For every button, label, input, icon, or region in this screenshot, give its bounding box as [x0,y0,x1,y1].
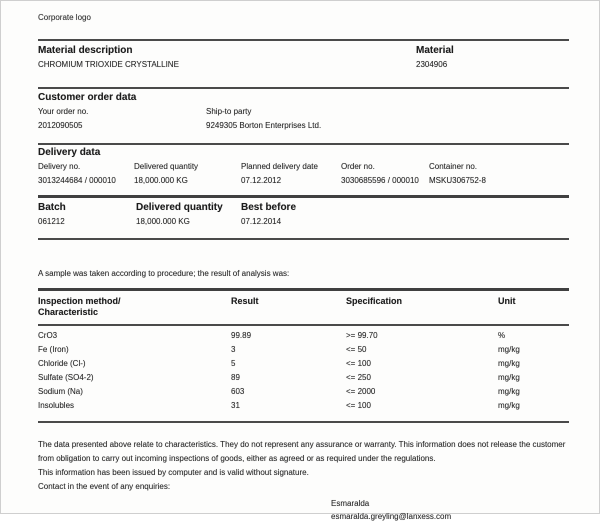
computer-issued-note: This information has been issued by computer and is valid without signature. [38,468,309,477]
divider [38,324,569,326]
specification-cell: <= 100 [346,401,371,410]
unit-cell: % [498,331,506,340]
contact-note: Contact in the event of any enquiries: [38,482,171,491]
unit-header: Unit [498,296,516,306]
best-before-label: Best before [241,202,297,213]
footer-section [38,438,569,523]
divider [38,143,569,145]
planned-delivery-date-value: 07.12.2012 [241,176,282,185]
delivered-quantity-label: Delivered quantity [134,162,199,171]
result-cell: 603 [231,387,245,396]
ship-to-party-label: Ship-to party [206,107,252,116]
batch-value: 061212 [38,217,65,226]
table-row [38,399,569,413]
characteristic-cell: Fe (Iron) [38,345,69,354]
specification-header: Specification [346,296,403,306]
customer-order-heading: Customer order data [38,92,137,103]
characteristic-cell: Chloride (Cl-) [38,359,86,368]
material-number-label: Material [416,45,454,56]
batch-section [38,202,569,227]
delivered-quantity-value: 18,000.000 KG [134,176,188,185]
unit-cell: mg/kg [498,359,520,368]
specification-cell: <= 2000 [346,387,376,396]
characteristic-header-line2: Characteristic [38,307,99,317]
batch-delivered-quantity-label: Delivered quantity [136,202,223,213]
best-before-value: 07.12.2014 [241,217,282,226]
table-row [38,343,569,357]
specification-cell: <= 250 [346,373,371,382]
ship-to-party-value: 9249305 Borton Enterprises Ltd. [206,121,322,130]
batch-label: Batch [38,202,66,213]
order-no-value: 3030685596 / 000010 [341,176,419,185]
material-description-heading: Material description [38,45,133,56]
order-no-label: Order no. [341,162,375,171]
result-cell: 31 [231,401,240,410]
result-header: Result [231,296,259,306]
customer-order-section [38,92,569,131]
divider [38,39,569,41]
your-order-no-value: 2012090505 [38,121,83,130]
characteristic-cell: CrO3 [38,331,58,340]
result-cell: 5 [231,359,236,368]
contact-email: esmaralda.greyling@lanxess.com [331,512,452,521]
table-row [38,371,569,385]
container-no-label: Container no. [429,162,478,171]
delivery-section [38,147,569,186]
planned-delivery-date-label: Planned delivery date [241,162,318,171]
characteristic-header-line1: Inspection method/ [38,296,121,306]
result-cell: 3 [231,345,236,354]
result-cell: 89 [231,373,240,382]
analysis-table-header [38,296,569,318]
characteristic-cell: Insolubles [38,401,75,410]
specification-cell: >= 99.70 [346,331,378,340]
container-no-value: MSKU306752-8 [429,176,486,185]
result-cell: 99.89 [231,331,252,340]
analysis-table-body [38,329,569,413]
divider [38,421,569,423]
unit-cell: mg/kg [498,373,520,382]
divider [38,87,569,89]
contact-name: Esmaralda [331,499,370,508]
table-row [38,329,569,343]
material-description-value: CHROMIUM TRIOXIDE CRYSTALLINE [38,60,179,69]
material-number-value: 2304906 [416,60,448,69]
divider [38,238,569,240]
specification-cell: <= 50 [346,345,367,354]
unit-cell: mg/kg [498,387,520,396]
your-order-no-label: Your order no. [38,107,89,116]
divider [38,288,569,291]
material-section [38,45,569,70]
characteristic-cell: Sulfate (SO4-2) [38,373,94,382]
divider [38,195,569,198]
delivery-data-heading: Delivery data [38,147,101,158]
unit-cell: mg/kg [498,345,520,354]
table-row [38,357,569,371]
unit-cell: mg/kg [498,401,520,410]
specification-cell: <= 100 [346,359,371,368]
disclaimer-text: The data presented above relate to characteristics. They do not represent any assurance or warranty. This information does not release the customer from obligation to carry out incoming inspections of goods, either as agreed or as required under the regulations. [38,440,566,463]
table-row [38,385,569,399]
delivery-no-value: 3013244684 / 000010 [38,176,116,185]
characteristic-cell: Sodium (Na) [38,387,83,396]
batch-delivered-quantity-value: 18,000.000 KG [136,217,190,226]
delivery-no-label: Delivery no. [38,162,81,171]
corporate-logo: Corporate logo [38,13,91,22]
sample-note: A sample was taken according to procedure; the result of analysis was: [38,269,290,278]
